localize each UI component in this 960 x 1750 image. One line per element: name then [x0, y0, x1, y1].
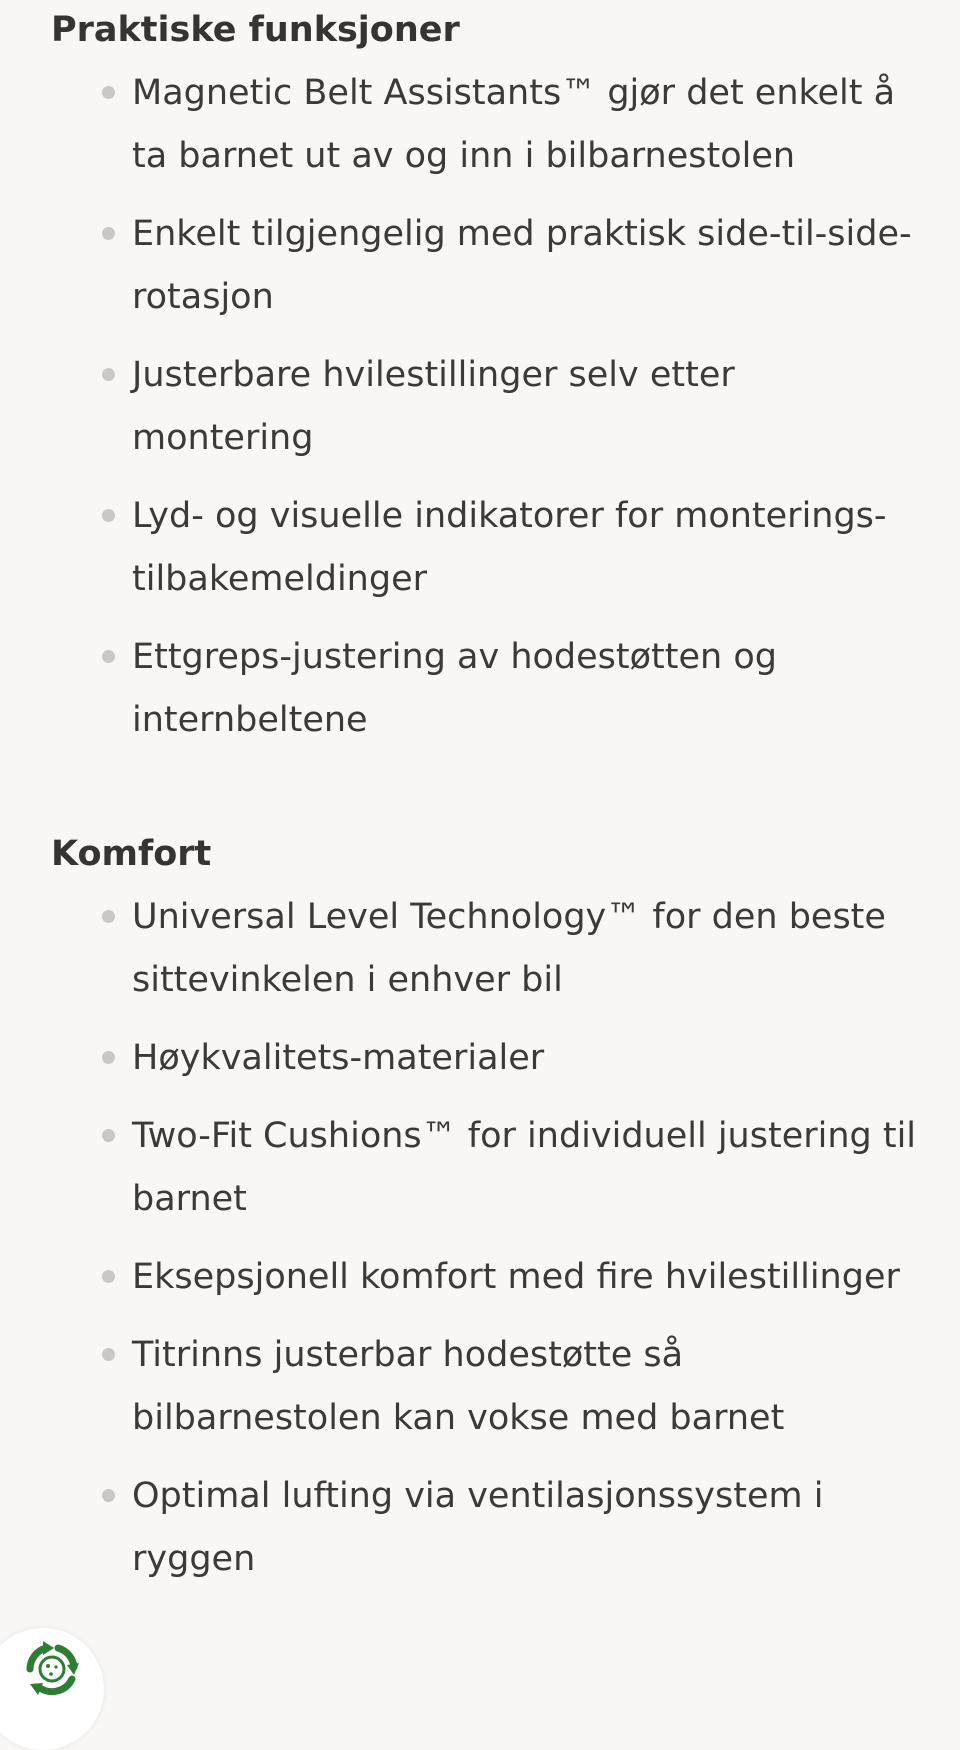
list-item-text: Universal Level Technology™ for den beste sittevinkelen i enhver bil	[132, 897, 886, 1000]
list-item	[51, 886, 922, 1012]
list-item	[51, 203, 922, 329]
bullet-icon	[102, 1051, 115, 1064]
list-item	[51, 62, 922, 188]
list-item-text: Lyd- og visuelle indikatorer for monterings-tilbakemeldinger	[132, 496, 887, 599]
feature-list	[51, 886, 931, 1591]
bullet-icon	[102, 86, 115, 99]
section-heading: Praktiske funksjoner	[51, 10, 460, 50]
list-item	[51, 1246, 922, 1309]
recycle-cookie-icon	[16, 1633, 88, 1705]
bullet-icon	[102, 650, 115, 663]
list-item	[51, 626, 922, 752]
list-item-text: Enkelt tilgjengelig med praktisk side-til-side-rotasjon	[132, 214, 912, 317]
bullet-icon	[102, 1348, 115, 1361]
list-item-text: Ettgreps-justering av hodestøtten og internbeltene	[132, 637, 777, 740]
bullet-icon	[102, 910, 115, 923]
list-item	[51, 344, 922, 470]
list-item-text: Titrinns justerbar hodestøtte så bilbarnestolen kan vokse med barnet	[132, 1335, 785, 1438]
list-item	[51, 1027, 922, 1090]
list-item	[51, 1324, 922, 1450]
list-item	[51, 1105, 922, 1231]
list-item-text: Two-Fit Cushions™ for individuell justering til barnet	[132, 1116, 917, 1219]
list-item-text: Eksepsjonell komfort med fire hvilestillinger	[132, 1257, 900, 1297]
list-item	[51, 1465, 922, 1591]
feature-list	[51, 62, 931, 752]
bullet-icon	[102, 509, 115, 522]
list-item-text: Høykvalitets-materialer	[132, 1038, 545, 1078]
product-features	[51, 0, 931, 1606]
section-comfort	[51, 830, 931, 1591]
bullet-icon	[102, 1489, 115, 1502]
section-heading: Komfort	[51, 834, 212, 874]
bullet-icon	[102, 1129, 115, 1142]
list-item	[51, 485, 922, 611]
list-item-text: Optimal lufting via ventilasjonssystem i ryggen	[132, 1476, 824, 1579]
bullet-icon	[102, 227, 115, 240]
list-item-text: Magnetic Belt Assistants™ gjør det enkelt å ta barnet ut av og inn i bilbarnestolen	[132, 73, 896, 176]
list-item-text: Justerbare hvilestillinger selv etter montering	[132, 355, 735, 458]
section-practical-features	[51, 6, 931, 752]
cookie-settings-button[interactable]	[0, 1628, 104, 1750]
bullet-icon	[102, 368, 115, 381]
bullet-icon	[102, 1270, 115, 1283]
